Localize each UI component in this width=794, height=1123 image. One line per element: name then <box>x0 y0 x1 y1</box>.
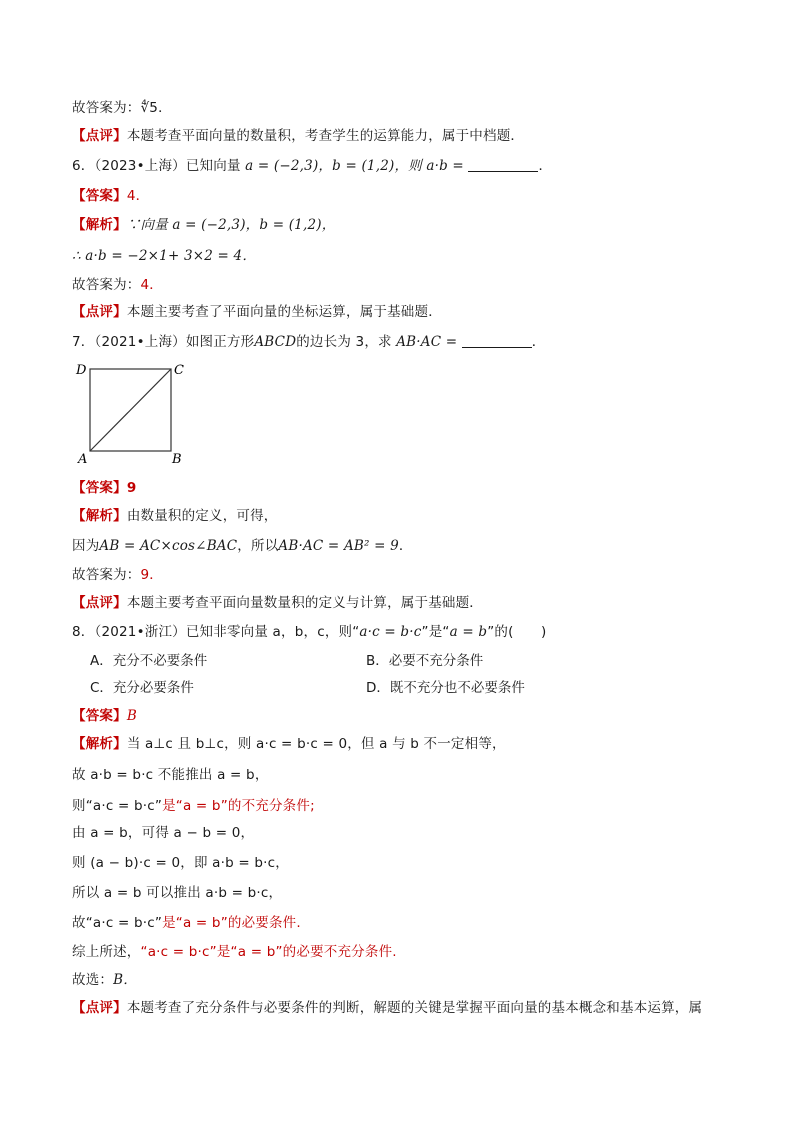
analysis-7: 【解析】由数量积的定义，可得， <box>72 508 278 524</box>
option-d: D．既不充分也不必要条件 <box>366 680 525 696</box>
analysis-8-step-5: 所以 a = b 可以推出 a·b = b·c， <box>72 885 283 901</box>
answer-blank <box>462 333 532 348</box>
vertex-c-label: C <box>174 363 184 378</box>
analysis-7-step: 因为AB = AC×cos∠BAC，所以AB·AC = AB² = 9． <box>72 538 413 554</box>
analysis-8-step-1: 故 a·b = b·c 不能推出 a = b， <box>72 767 269 783</box>
answer-line-6: 故答案为：4． <box>72 277 163 293</box>
analysis-6: 【解析】∵向量 a = (−2,3)，b = (1,2)， <box>72 217 336 233</box>
analysis-8-step-6: 故“a·c = b·c”是“a = b”的必要条件. <box>72 915 301 931</box>
answer-7: 【答案】9 <box>72 480 137 496</box>
answer-6: 【答案】4． <box>72 188 150 204</box>
analysis-8: 【解析】当 a⊥c 且 b⊥c，则 a·c = b·c = 0，但 a 与 b 不一定相等， <box>72 736 506 752</box>
comment-7: 【点评】本题主要考查平面向量数量积的定义与计算，属于基础题． <box>72 595 484 611</box>
analysis-8-summary: 综上所述，“a·c = b·c”是“a = b”的必要不充分条件. <box>72 944 397 960</box>
comment-6: 【点评】本题主要考查了平面向量的坐标运算，属于基础题． <box>72 304 442 320</box>
square-abcd-figure <box>74 360 194 466</box>
comment-line-5: 【点评】本题考查平面向量的数量积，考查学生的运算能力，属于中档题． <box>72 128 525 144</box>
analysis-8-step-4: 则 (a − b)·c = 0，即 a·b = b·c， <box>72 855 289 871</box>
answer-line-5: 故答案为：∜5． <box>72 100 172 116</box>
vertex-a-label: A <box>78 452 88 466</box>
vertex-d-label: D <box>76 363 87 378</box>
answer-8: 【答案】B <box>72 708 137 724</box>
option-a: A．充分不必要条件 <box>90 653 208 669</box>
answer-line-8: 故选：B． <box>72 972 137 988</box>
question-8: 8．（2021•浙江）已知非零向量 a，b，c，则“a·c = b·c”是“a = b”的( ) <box>72 624 547 640</box>
question-6: 6．（2023•上海）已知向量 a = (−2,3)，b = (1,2)，则 a·b = ． <box>72 158 553 174</box>
answer-blank <box>468 157 538 172</box>
comment-tag: 【点评】 <box>72 128 127 144</box>
option-b: B．必要不充分条件 <box>366 653 484 669</box>
question-7: 7．（2021•上海）如图正方形ABCD的边长为 3，求 AB·AC = ． <box>72 334 546 350</box>
vertex-b-label: B <box>172 452 182 466</box>
analysis-6-step: ∴ a·b = −2×1+ 3×2 = 4． <box>72 248 257 264</box>
diagonal-ac <box>90 369 171 451</box>
analysis-8-step-2: 则“a·c = b·c”是“a = b”的不充分条件; <box>72 798 315 814</box>
comment-8: 【点评】本题考查了充分条件与必要条件的判断，解题的关键是掌握平面向量的基本概念和基本运算，属 <box>72 1000 703 1016</box>
option-c: C．充分必要条件 <box>90 680 194 696</box>
answer-line-7: 故答案为：9． <box>72 567 163 583</box>
analysis-8-step-3: 由 a = b，可得 a − b = 0， <box>72 825 255 841</box>
